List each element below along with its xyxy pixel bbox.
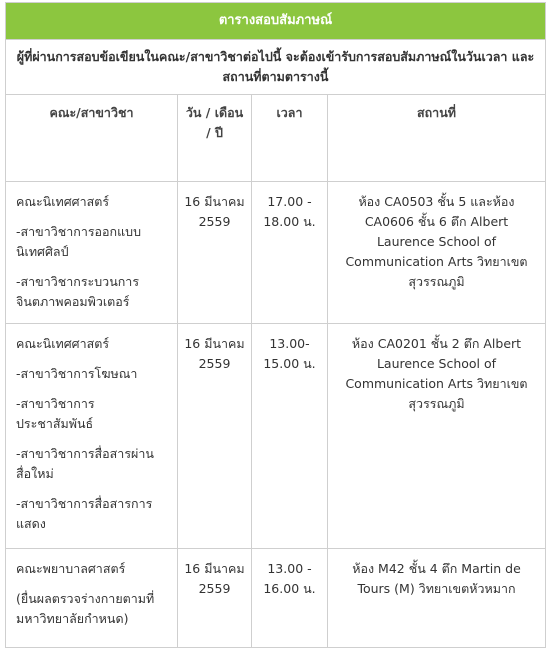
faculty-cell [6, 324, 178, 549]
place-cell: ห้อง M42 ชั้น 4 ตึก Martin de Tours (M) วิทยาเขตหัวหมาก [328, 549, 546, 648]
table-title: ตารางสอบสัมภาษณ์ [6, 3, 546, 40]
major-item: -สาขาวิชาการสื่อสารการแสดง [16, 496, 153, 531]
major-item: -สาขาวิชาการประชาสัมพันธ์ [16, 396, 95, 431]
header-place: สถานที่ [328, 95, 546, 182]
place-cell: ห้อง CA0201 ชั้น 2 ตึก Albert Laurence School of Communication Arts วิทยาเขตสุวรรณภูมิ [328, 324, 546, 549]
time-cell: 13.00 - 16.00 น. [252, 549, 328, 648]
table-intro: ผู้ที่ผ่านการสอบข้อเขียนในคณะ/สาขาวิชาต่อไปนี้ จะต้องเข้ารับการสอบสัมภาษณ์ในวันเวลา และสถานที่ตามตารางนี้ [6, 40, 546, 95]
faculty-name: คณะนิเทศศาสตร์ [16, 336, 110, 351]
major-item: -สาขาวิชากระบวนการจินตภาพคอมพิวเตอร์ [16, 274, 140, 309]
major-item: -สาขาวิชาการโฆษณา [16, 366, 138, 381]
date-cell: 16 มีนาคม 2559 [178, 549, 252, 648]
time-cell: 17.00 - 18.00 น. [252, 182, 328, 324]
header-faculty: คณะ/สาขาวิชา [6, 95, 178, 182]
faculty-cell [6, 549, 178, 648]
table-row [6, 324, 546, 549]
major-item: (ยื่นผลตรวจร่างกายตามที่มหาวิทยาลัยกำหนด) [16, 591, 155, 626]
place-cell: ห้อง CA0503 ชั้น 5 และห้อง CA0606 ชั้น 6 ตึก Albert Laurence School of Communication Arts วิทยาเขตสุวรรณภูมิ [328, 182, 546, 324]
faculty-name: คณะพยาบาลศาสตร์ [16, 561, 126, 576]
header-date: วัน / เดือน / ปี [178, 95, 252, 182]
faculty-name: คณะนิเทศศาสตร์ [16, 194, 110, 209]
table-row [6, 549, 546, 648]
interview-schedule-table [5, 2, 546, 648]
major-item: -สาขาวิชาการสื่อสารผ่านสื่อใหม่ [16, 446, 154, 481]
header-time: เวลา [252, 95, 328, 182]
date-cell: 16 มีนาคม 2559 [178, 324, 252, 549]
table-row [6, 182, 546, 324]
date-cell: 16 มีนาคม 2559 [178, 182, 252, 324]
table-header-row [6, 95, 546, 182]
time-cell: 13.00- 15.00 น. [252, 324, 328, 549]
faculty-cell [6, 182, 178, 324]
major-item: -สาขาวิชาการออกแบบนิเทศศิลป์ [16, 224, 142, 259]
